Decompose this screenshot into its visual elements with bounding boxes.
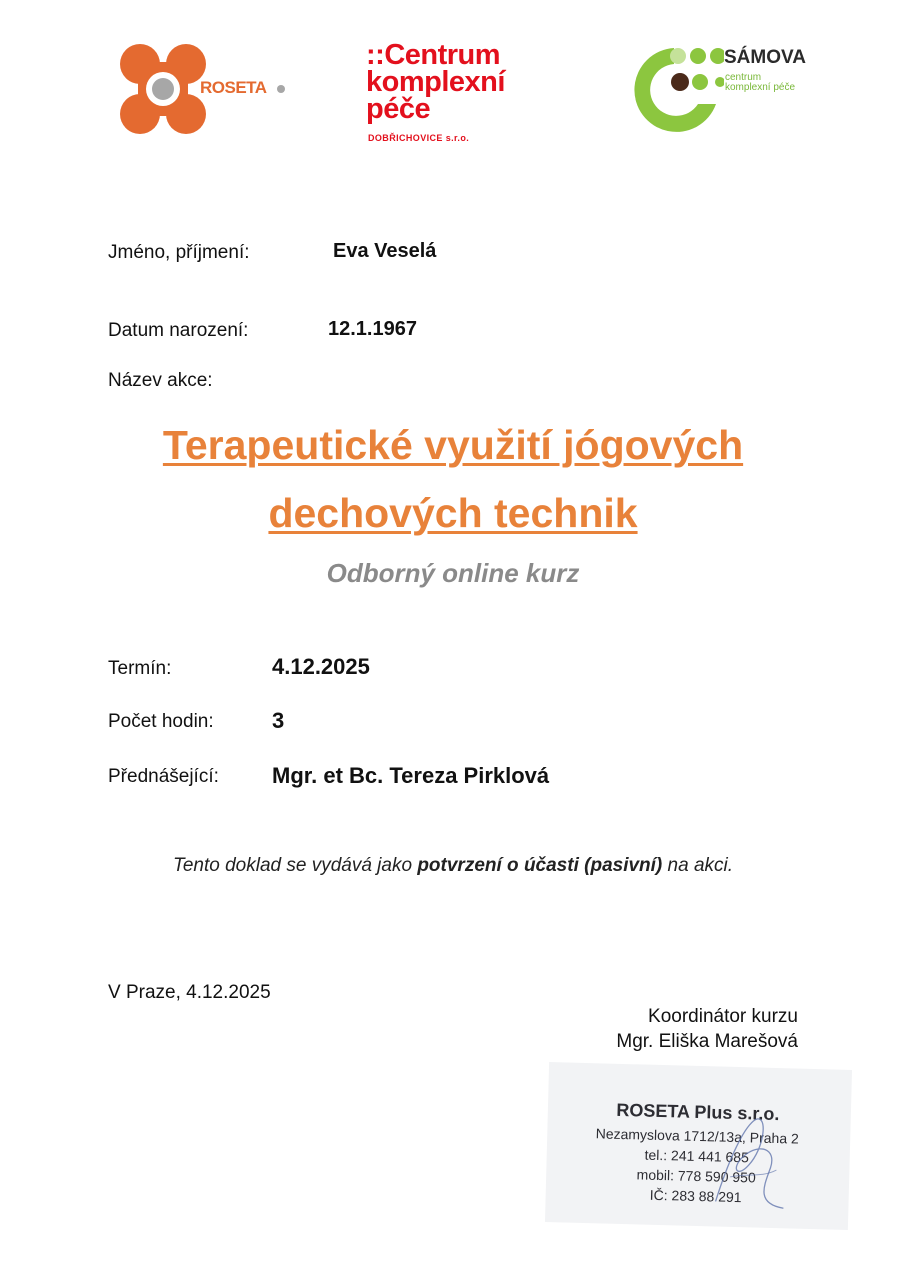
hours-label: Počet hodin: — [108, 711, 214, 732]
roseta-logo — [118, 42, 288, 136]
note-text-before: Tento doklad se vydává jako — [172, 855, 418, 876]
roseta-logo-text: ROSETA — [200, 78, 267, 97]
roseta-flower-icon — [118, 42, 208, 136]
samova-logo — [628, 42, 838, 136]
centrum-logo-line3: péče — [366, 93, 431, 125]
coordinator-title: Koordinátor kurzu — [648, 1006, 798, 1027]
centrum-logo-line2: komplexní — [366, 66, 505, 98]
samova-logo-sub2: komplexní péče — [725, 82, 796, 93]
signature-icon — [695, 1106, 808, 1219]
stamp-ic: IČ: 283 88 291 — [649, 1186, 742, 1206]
centrum-logo — [366, 40, 526, 150]
date-label: Termín: — [108, 658, 172, 679]
note-text-after: na akci. — [662, 855, 734, 876]
centrum-logo-line1: ::Centrum — [366, 39, 501, 71]
confirmation-note — [0, 855, 906, 877]
note-text-bold: potvrzení o účasti (pasivní) — [417, 855, 663, 876]
hours-value: 3 — [272, 708, 285, 733]
place-date: V Praze, 4.12.2025 — [108, 982, 271, 1003]
name-value: Eva Veselá — [333, 240, 437, 262]
birth-date-label: Datum narození: — [108, 320, 249, 341]
lecturer-value: Mgr. et Bc. Tereza Pirklová — [272, 763, 550, 788]
samova-logo-name: SÁMOVA — [724, 47, 806, 68]
event-name-label: Název akce: — [108, 370, 213, 391]
event-title-line1: Terapeutické využití jógových — [162, 422, 744, 468]
samova-logo-sub1: centrum — [725, 72, 762, 83]
stamp-tel: tel.: 241 441 685 — [644, 1146, 750, 1166]
lecturer-label: Přednášející: — [108, 766, 219, 787]
date-value: 4.12.2025 — [272, 654, 370, 679]
stamp-company: ROSETA Plus s.r.o. — [616, 1099, 780, 1125]
event-title-line2: dechových technik — [268, 490, 638, 536]
event-subtitle: Odborný online kurz — [326, 558, 580, 588]
coordinator-name: Mgr. Eliška Marešová — [616, 1031, 798, 1052]
stamp-mobile: mobil: 778 590 950 — [636, 1166, 756, 1186]
birth-date-value: 12.1.1967 — [328, 318, 417, 340]
roseta-dot-icon — [277, 85, 285, 93]
company-stamp — [545, 1062, 852, 1230]
samova-circles-icon — [628, 42, 724, 136]
centrum-logo-subtitle: DOBŘICHOVICE s.r.o. — [368, 133, 470, 143]
stamp-address: Nezamyslova 1712/13a, Praha 2 — [595, 1125, 799, 1147]
name-label: Jméno, příjmení: — [108, 242, 250, 263]
